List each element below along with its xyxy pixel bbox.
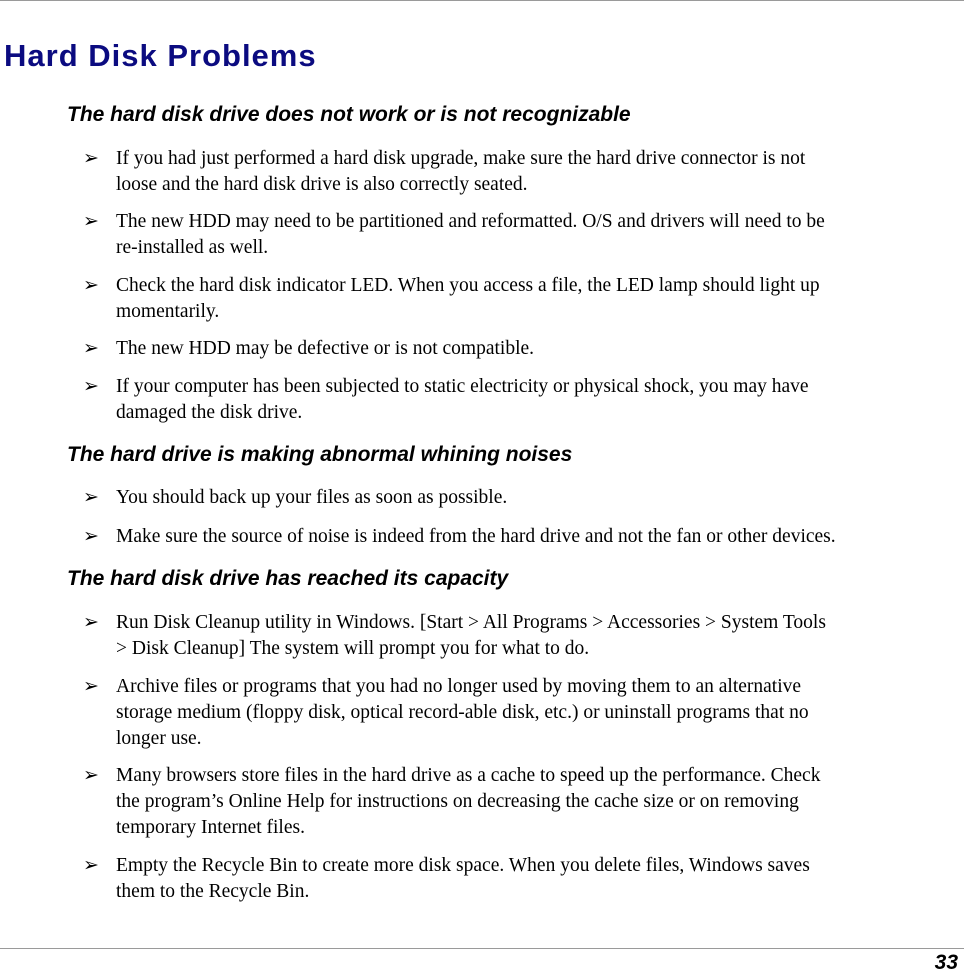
- top-divider: [0, 0, 964, 1]
- section-heading-reached-capacity: The hard disk drive has reached its capacity: [67, 567, 509, 590]
- text-line: Check the hard disk indicator LED. When you access a file, the LED lamp should light up: [116, 275, 820, 296]
- text-line: If your computer has been subjected to static electricity or physical shock, you may have: [116, 376, 809, 397]
- list-item-text: [116, 336, 963, 362]
- page-title: Hard Disk Problems: [4, 38, 317, 73]
- list-item-text: [116, 674, 963, 752]
- list-item: [83, 146, 963, 198]
- page-number: 33: [934, 951, 958, 974]
- text-line: The new HDD may be defective or is not compatible.: [116, 338, 535, 359]
- text-line: storage medium (floppy disk, optical record-able disk, etc.) or uninstall programs that no: [116, 702, 809, 723]
- list-item-text: [116, 485, 963, 511]
- arrow-bullet-icon: ➢: [83, 676, 99, 697]
- list-item: [83, 209, 963, 261]
- text-line: loose and the hard disk drive is also correctly seated.: [116, 174, 528, 195]
- text-line: temporary Internet files.: [116, 817, 305, 838]
- text-line: Empty the Recycle Bin to create more disk space. When you delete files, Windows saves: [116, 855, 810, 876]
- text-line: them to the Recycle Bin.: [116, 881, 310, 902]
- text-line: You should back up your files as soon as possible.: [116, 487, 508, 508]
- list-item: [83, 674, 963, 752]
- list-item: [83, 273, 963, 325]
- text-line: The new HDD may need to be partitioned and reformatted. O/S and drivers will need to be: [116, 211, 825, 232]
- text-line: the program’s Online Help for instructions on decreasing the cache size or on removing: [116, 791, 799, 812]
- list-item: [83, 336, 963, 362]
- list-item-text: [116, 209, 963, 261]
- list-item: [83, 374, 963, 426]
- arrow-bullet-icon: ➢: [83, 376, 99, 397]
- list-item-text: [116, 524, 963, 550]
- text-line: re-installed as well.: [116, 237, 269, 258]
- arrow-bullet-icon: ➢: [83, 148, 99, 169]
- list-item: [83, 853, 963, 905]
- arrow-bullet-icon: ➢: [83, 211, 99, 232]
- list-item: [83, 524, 963, 550]
- section-heading-whining-noises: The hard drive is making abnormal whining noises: [67, 443, 573, 466]
- arrow-bullet-icon: ➢: [83, 765, 99, 786]
- section-heading-not-recognizable: The hard disk drive does not work or is not recognizable: [67, 103, 631, 126]
- list-item-text: [116, 853, 963, 905]
- text-line: > Disk Cleanup] The system will prompt you for what to do.: [116, 638, 590, 659]
- list-item-text: [116, 610, 963, 662]
- list-item-text: [116, 146, 963, 198]
- text-line: Archive files or programs that you had no longer used by moving them to an alternative: [116, 676, 802, 697]
- text-line: If you had just performed a hard disk upgrade, make sure the hard drive connector is not: [116, 148, 806, 169]
- text-line: Run Disk Cleanup utility in Windows. [Start > All Programs > Accessories > System Tools: [116, 612, 826, 633]
- arrow-bullet-icon: ➢: [83, 275, 99, 296]
- footer-divider: [0, 948, 964, 949]
- text-line: Make sure the source of noise is indeed from the hard drive and not the fan or other devices.: [116, 526, 836, 547]
- text-line: momentarily.: [116, 301, 220, 322]
- arrow-bullet-icon: ➢: [83, 855, 99, 876]
- list-item: [83, 485, 963, 511]
- arrow-bullet-icon: ➢: [83, 612, 99, 633]
- arrow-bullet-icon: ➢: [83, 487, 99, 508]
- arrow-bullet-icon: ➢: [83, 338, 99, 359]
- list-item-text: [116, 763, 963, 841]
- list-item-text: [116, 273, 963, 325]
- arrow-bullet-icon: ➢: [83, 526, 99, 547]
- text-line: longer use.: [116, 728, 202, 749]
- list-item: [83, 763, 963, 841]
- list-item-text: [116, 374, 963, 426]
- text-line: damaged the disk drive.: [116, 402, 303, 423]
- text-line: Many browsers store files in the hard drive as a cache to speed up the performance. Check: [116, 765, 821, 786]
- list-item: [83, 610, 963, 662]
